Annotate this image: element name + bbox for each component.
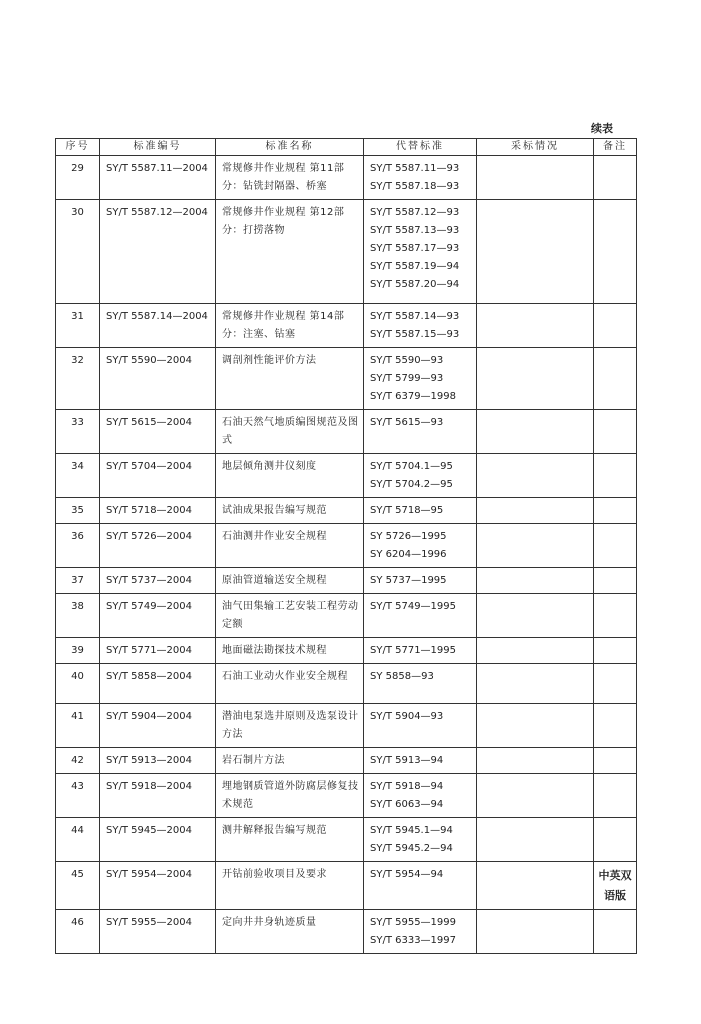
standard-code: SY/T 5954—2004 [100,862,216,910]
adoption-status [477,910,594,954]
standard-code: SY/T 5904—2004 [100,704,216,748]
table-row [56,498,637,524]
replaced-standard: SY/T 5704.1—95 [370,461,453,472]
table-row [56,704,637,748]
standard-name: 油气田集输工艺安装工程劳动定额 [216,594,364,638]
replaced-standard: SY/T 5913—94 [370,755,444,766]
replaced-standards [364,156,477,200]
row-number: 38 [56,594,100,638]
note [594,774,637,818]
standard-code: SY/T 5945—2004 [100,818,216,862]
adoption-status [477,862,594,910]
standard-code: SY/T 5587.12—2004 [100,200,216,304]
standard-name: 埋地钢质管道外防腐层修复技术规范 [216,774,364,818]
standard-code: SY/T 5955—2004 [100,910,216,954]
table-row [56,200,637,304]
standard-code: SY/T 5726—2004 [100,524,216,568]
standard-name: 地面磁法勘探技术规程 [216,638,364,664]
replaced-standard: SY/T 6333—1997 [370,935,457,946]
standard-name: 石油测井作业安全规程 [216,524,364,568]
note [594,410,637,454]
replaced-standard: SY 5737—1995 [370,575,447,586]
replaced-standards [364,664,477,704]
replaced-standard: SY/T 5918—94 [370,781,444,792]
adoption-status [477,410,594,454]
adoption-status [477,348,594,410]
standard-code: SY/T 5704—2004 [100,454,216,498]
row-number: 31 [56,304,100,348]
continued-label: 续表 [591,122,613,135]
replaced-standards [364,568,477,594]
adoption-status [477,454,594,498]
standard-name: 原油管道输送安全规程 [216,568,364,594]
standard-name: 调剖剂性能评价方法 [216,348,364,410]
standards-table [55,138,637,954]
row-number: 35 [56,498,100,524]
replaced-standard: SY/T 5587.18—93 [370,181,460,192]
adoption-status [477,664,594,704]
standard-name: 石油天然气地质编图规范及图式 [216,410,364,454]
adoption-status [477,524,594,568]
standard-name: 石油工业动火作业安全规程 [216,664,364,704]
note [594,348,637,410]
standard-name: 潜油电泵选井原则及选泵设计方法 [216,704,364,748]
table-row [56,774,637,818]
table-row [56,454,637,498]
standard-name: 试油成果报告编写规范 [216,498,364,524]
replaced-standard: SY 5858—93 [370,671,434,682]
replaced-standards [364,638,477,664]
standard-code: SY/T 5587.11—2004 [100,156,216,200]
replaced-standards [364,594,477,638]
replaced-standard: SY/T 5590—93 [370,355,444,366]
standard-name: 常规修井作业规程 第14部分：注塞、钻塞 [216,304,364,348]
row-number: 45 [56,862,100,910]
table-row [56,910,637,954]
note [594,704,637,748]
standard-code: SY/T 5913—2004 [100,748,216,774]
adoption-status [477,774,594,818]
row-number: 30 [56,200,100,304]
replaced-standards [364,524,477,568]
row-number: 29 [56,156,100,200]
row-number: 44 [56,818,100,862]
replaced-standard: SY/T 5771—1995 [370,645,457,656]
adoption-status [477,568,594,594]
replaced-standards [364,200,477,304]
row-number: 33 [56,410,100,454]
replaced-standard: SY/T 6063—94 [370,799,444,810]
adoption-status [477,498,594,524]
replaced-standard: SY 5726—1995 [370,531,447,542]
table-row [56,410,637,454]
adoption-status [477,704,594,748]
note [594,910,637,954]
replaced-standards [364,862,477,910]
replaced-standards [364,910,477,954]
replaced-standard: SY/T 5945.1—94 [370,825,453,836]
replaced-standard: SY/T 5954—94 [370,869,444,880]
table-row [56,664,637,704]
table-row [56,862,637,910]
table-row [56,568,637,594]
replaced-standards [364,454,477,498]
row-number: 32 [56,348,100,410]
standard-code: SY/T 5749—2004 [100,594,216,638]
table-row [56,748,637,774]
adoption-status [477,304,594,348]
header-no: 序号 [56,139,100,156]
standard-code: SY/T 5737—2004 [100,568,216,594]
note [594,524,637,568]
standard-code: SY/T 5615—2004 [100,410,216,454]
replaced-standard: SY/T 5587.11—93 [370,163,460,174]
note [594,748,637,774]
row-number: 34 [56,454,100,498]
replaced-standard: SY/T 5904—93 [370,711,444,722]
table-row [56,304,637,348]
standard-code: SY/T 5718—2004 [100,498,216,524]
table-header-row [56,139,637,156]
note: 中英双语版 [594,862,637,910]
note [594,498,637,524]
replaced-standards [364,818,477,862]
note [594,156,637,200]
table-row [56,594,637,638]
header-adoption: 采标情况 [477,139,594,156]
standard-name: 岩石制片方法 [216,748,364,774]
replaced-standards [364,704,477,748]
row-number: 39 [56,638,100,664]
row-number: 40 [56,664,100,704]
header-replaces: 代替标准 [364,139,477,156]
standard-code: SY/T 5858—2004 [100,664,216,704]
replaced-standard: SY/T 5615—93 [370,417,444,428]
replaced-standard: SY/T 5587.14—93 [370,311,460,322]
replaced-standard: SY/T 5718—95 [370,505,444,516]
table-row [56,524,637,568]
replaced-standards [364,304,477,348]
table-row [56,638,637,664]
header-name: 标准名称 [216,139,364,156]
replaced-standard: SY/T 6379—1998 [370,391,457,402]
replaced-standards [364,748,477,774]
adoption-status [477,638,594,664]
replaced-standard: SY 6204—1996 [370,549,447,560]
adoption-status [477,748,594,774]
note [594,594,637,638]
row-number: 43 [56,774,100,818]
adoption-status [477,156,594,200]
replaced-standard: SY/T 5587.15—93 [370,329,460,340]
row-number: 36 [56,524,100,568]
replaced-standard: SY/T 5955—1999 [370,917,457,928]
note [594,454,637,498]
standard-code: SY/T 5590—2004 [100,348,216,410]
note [594,200,637,304]
replaced-standard: SY/T 5587.20—94 [370,279,460,290]
replaced-standard: SY/T 5587.19—94 [370,261,460,272]
standard-name: 常规修井作业规程 第11部分：钻铣封隔器、桥塞 [216,156,364,200]
header-code: 标准编号 [100,139,216,156]
replaced-standard: SY/T 5587.12—93 [370,207,460,218]
note [594,638,637,664]
standard-name: 地层倾角测井仪刻度 [216,454,364,498]
replaced-standard: SY/T 5799—93 [370,373,444,384]
row-number: 46 [56,910,100,954]
standard-name: 测井解释报告编写规范 [216,818,364,862]
note [594,818,637,862]
replaced-standards [364,348,477,410]
standard-code: SY/T 5771—2004 [100,638,216,664]
table-row [56,348,637,410]
table-row [56,818,637,862]
note [594,568,637,594]
replaced-standard: SY/T 5587.17—93 [370,243,460,254]
header-note: 备注 [594,139,637,156]
replaced-standard: SY/T 5704.2—95 [370,479,453,490]
row-number: 37 [56,568,100,594]
replaced-standard: SY/T 5749—1995 [370,601,457,612]
standard-code: SY/T 5918—2004 [100,774,216,818]
table-row [56,156,637,200]
replaced-standards [364,498,477,524]
note [594,304,637,348]
standard-code: SY/T 5587.14—2004 [100,304,216,348]
replaced-standards [364,410,477,454]
adoption-status [477,594,594,638]
standard-name: 开钻前验收项目及要求 [216,862,364,910]
row-number: 41 [56,704,100,748]
standard-name: 常规修井作业规程 第12部分：打捞落物 [216,200,364,304]
standard-name: 定向井井身轨迹质量 [216,910,364,954]
note [594,664,637,704]
replaced-standards [364,774,477,818]
replaced-standard: SY/T 5945.2—94 [370,843,453,854]
row-number: 42 [56,748,100,774]
adoption-status [477,200,594,304]
adoption-status [477,818,594,862]
replaced-standard: SY/T 5587.13—93 [370,225,460,236]
